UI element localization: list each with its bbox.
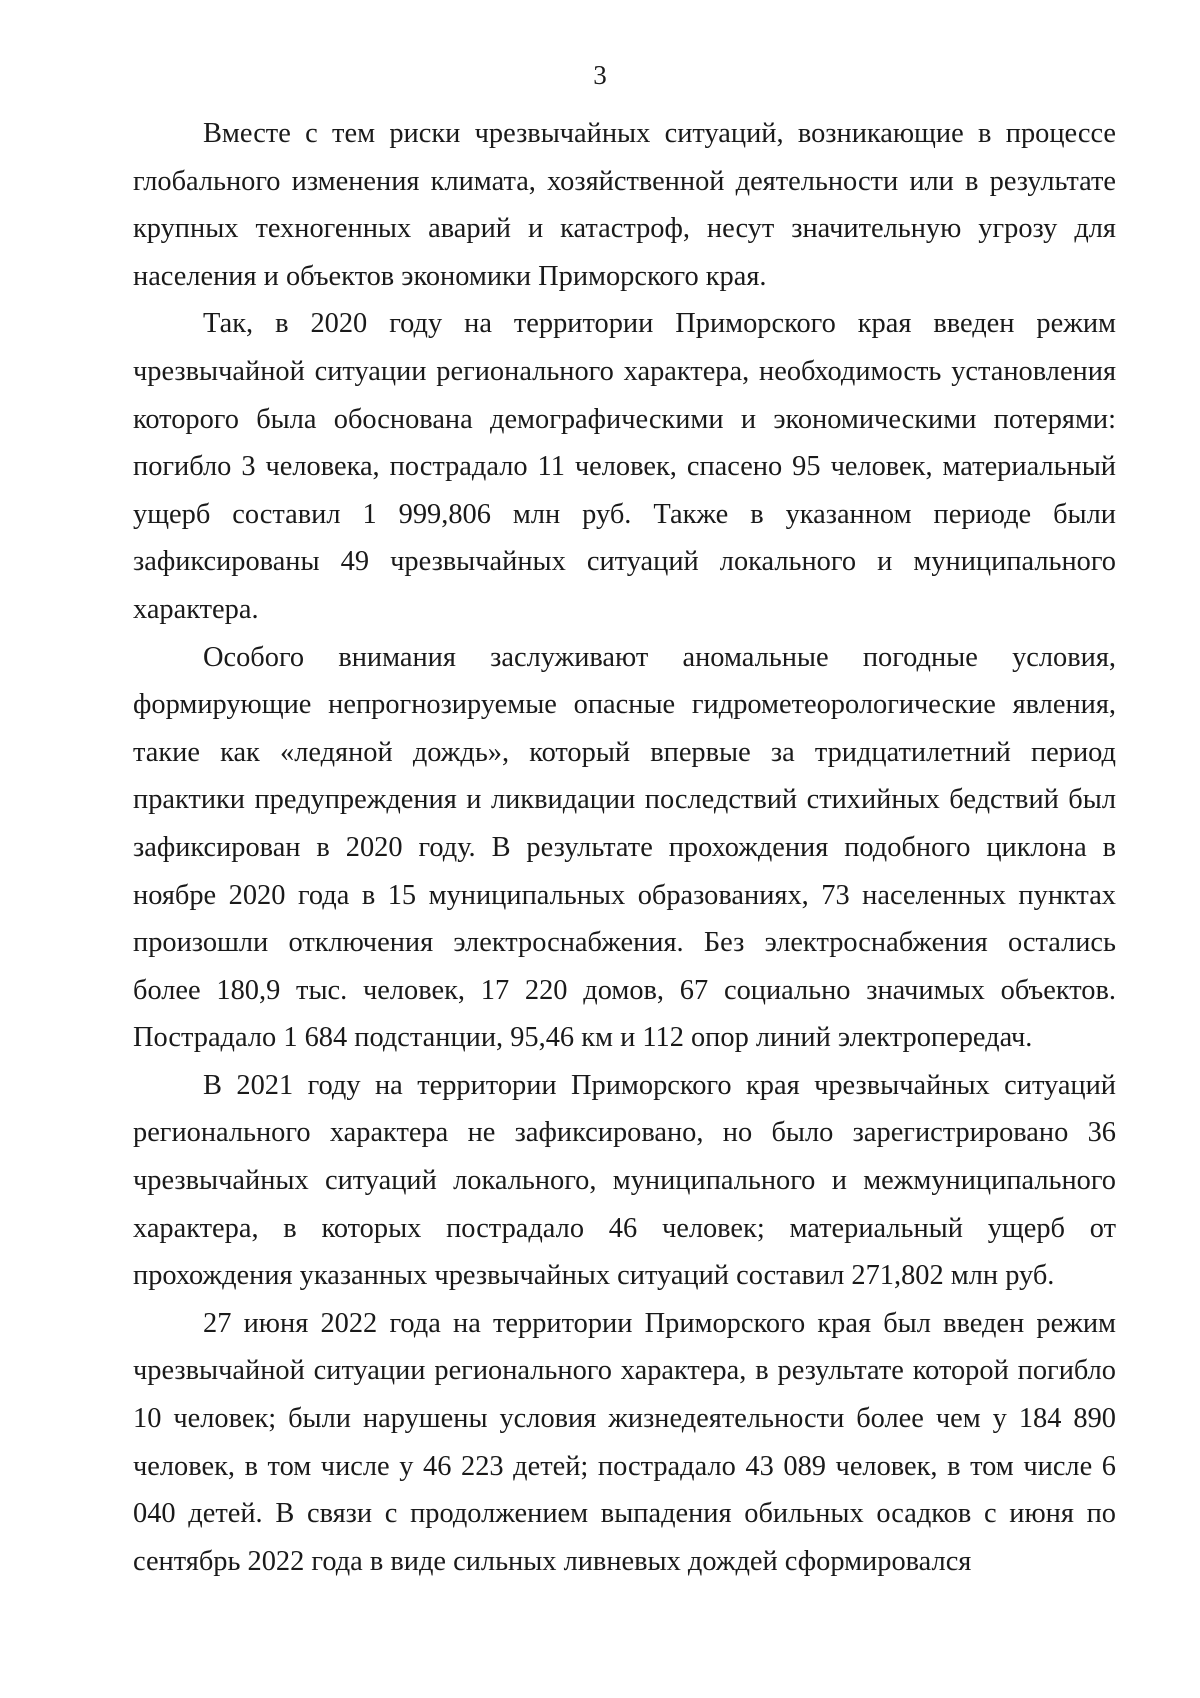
paragraph-weather-conditions: Особого внимания заслуживают аномальные погодные условия, формирующие непрогнозируемые опасные гидрометеорологические явления, такие как «ледяной дождь», который впервые за тридцатилетний период практики предупреждения и ликвидации последствий стихийных бедствий был зафиксирован в 2020 году. В результате прохождения подобного циклона в ноябре 2020 года в 15 муниципальных образованиях, 73 населенных пунктах произошли отключения электроснабжения. Без электроснабжения остались более 180,9 тыс. человек, 17 220 домов, 67 социально значимых объектов. Пострадало 1 684 подстанции, 95,46 км и 112 опор линий электропередач. <box>133 641 1116 1054</box>
paragraph-2022-emergency: 27 июня 2022 года на территории Приморского края был введен режим чрезвычайной ситуации регионального характера, в результате которой погибло 10 человек; были нарушены условия жизнедеятельности более чем у 184 890 человек, в том числе у 46 223 детей; пострадало 43 089 человек, в том числе 6 040 детей. В связи с продолжением выпадения обильных осадков с июня по сентябрь 2022 года в виде сильных ливневых дождей сформировался <box>133 1307 1116 1577</box>
paragraph-2020-emergency: Так, в 2020 году на территории Приморского края введен режим чрезвычайной ситуации регионального характера, необходимость установления которого была обоснована демографическими и экономическими потерями: погибло 3 человека, пострадало 11 человек, спасено 95 человек, материальный ущерб составил 1 999,806 млн руб. Также в указанном периоде были зафиксированы 49 чрезвычайных ситуаций локального и муниципального характера. <box>133 308 1116 625</box>
paragraph-2021-emergencies: В 2021 году на территории Приморского края чрезвычайных ситуаций регионального характера не зафиксировано, но было зарегистрировано 36 чрезвычайных ситуаций локального, муниципального и межмуниципального характера, в которых пострадало 46 человек; материальный ущерб от прохождения указанных чрезвычайных ситуаций составил 271,802 млн руб. <box>133 1069 1116 1292</box>
document-body <box>133 110 1116 1585</box>
page-number: 3 <box>593 60 607 90</box>
paragraph-risks: Вместе с тем риски чрезвычайных ситуаций, возникающие в процессе глобального изменения климата, хозяйственной деятельности или в результате крупных техногенных аварий и катастроф, несут значительную угрозу для населения и объектов экономики Приморского края. <box>133 118 1116 292</box>
